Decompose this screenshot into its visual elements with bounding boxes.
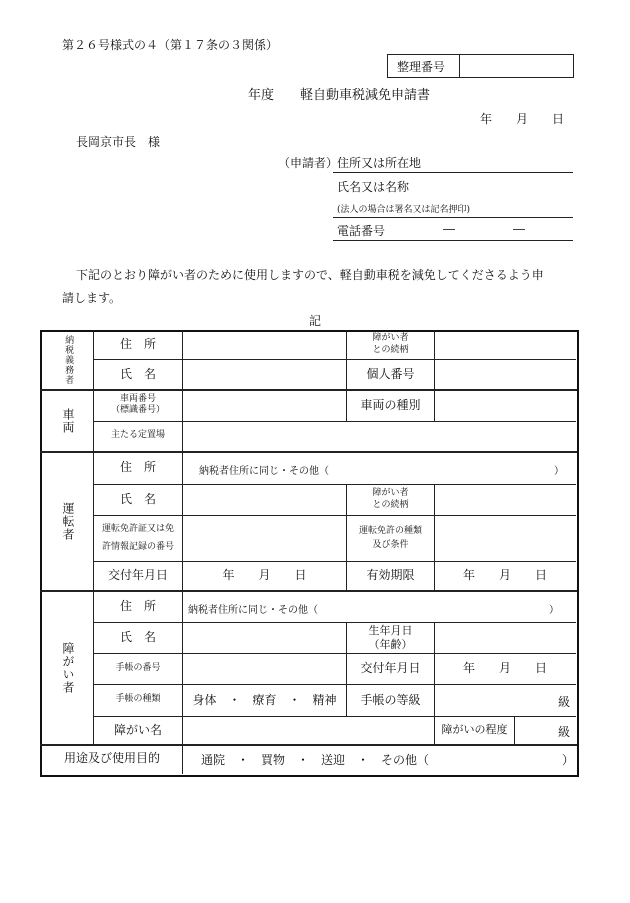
driver-license-type-label: 運転免許の種類 及び条件	[358, 525, 422, 550]
vehicle-type-field[interactable]	[436, 391, 573, 419]
taxpayer-mynumber-field[interactable]	[436, 361, 573, 387]
divider	[459, 54, 460, 77]
driver-issue-label: 交付年月日	[107, 568, 168, 582]
divider	[514, 716, 515, 744]
handbook-issue-date[interactable]: 年 月 日	[462, 661, 547, 675]
purpose-close: ）	[562, 753, 575, 767]
divider	[434, 330, 435, 389]
purpose-label: 用途及び使用目的	[63, 751, 160, 765]
driver-address-close: ）	[554, 466, 564, 477]
divider	[434, 389, 435, 421]
vehicle-number-field[interactable]	[184, 391, 344, 419]
phone-label: 電話番号	[337, 224, 386, 238]
handbook-number-label: 手帳の番号	[115, 662, 161, 673]
taxpayer-address-label: 住 所	[119, 337, 156, 351]
divider	[333, 172, 573, 173]
handbook-number-field[interactable]	[184, 655, 344, 682]
body-line-1: 下記のとおり障がい者のために使用しますので、軽自動車税を減免してくださるよう申	[76, 268, 544, 282]
handbook-grade-field[interactable]	[436, 686, 554, 714]
driver-address-value: 納税者住所に同じ・その他（	[199, 466, 329, 477]
vehicle-heading: 車両	[61, 407, 75, 434]
disabled-address-other-field[interactable]	[325, 594, 545, 620]
vehicle-number-label: 車両番号 （標識番号）	[110, 393, 165, 415]
driver-name-label: 氏 名	[119, 492, 156, 506]
handbook-type-options[interactable]: 身体 ・ 療育 ・ 精神	[192, 692, 337, 707]
disability-degree-label: 障がいの程度	[441, 723, 508, 737]
applicant-note: (法人の場合は署名又は記名押印)	[337, 205, 471, 215]
body-line-2: 請します。	[62, 291, 122, 305]
disabled-address-value: 納税者住所に同じ・その他（	[188, 605, 318, 616]
driver-license-label: 運転免許証又は免 許情報記録の番号	[101, 524, 174, 552]
divider	[333, 240, 573, 241]
vehicle-place-label: 主たる定置場	[110, 430, 165, 441]
driver-relation-field[interactable]	[436, 486, 573, 513]
application-date: 年 月 日	[480, 112, 565, 126]
taxpayer-relation-label: 障がい者 との続柄	[372, 333, 409, 355]
seiri-label: 整理番号	[397, 60, 446, 74]
taxpayer-relation-field[interactable]	[436, 332, 573, 357]
addressee: 長岡京市長 様	[76, 135, 161, 149]
disabled-address-close: ）	[549, 605, 559, 616]
taxpayer-name-label: 氏 名	[119, 366, 156, 381]
driver-address-other-field[interactable]	[330, 455, 550, 481]
disability-degree-unit: 級	[558, 725, 571, 739]
disabled-birth-field[interactable]	[436, 624, 573, 651]
driver-license-field[interactable]	[184, 517, 344, 559]
handbook-issue-label: 交付年月日	[360, 661, 421, 675]
disability-degree-field[interactable]	[516, 718, 554, 742]
driver-valid-label: 有効期限	[366, 568, 415, 582]
phone-dash: ―	[513, 222, 525, 236]
divider	[333, 217, 573, 218]
seiri-number-field[interactable]	[461, 56, 571, 75]
taxpayer-heading: 納税義務者	[63, 335, 74, 385]
driver-issue-date[interactable]: 年 月 日	[222, 568, 307, 582]
disability-name-field[interactable]	[184, 718, 432, 742]
phone-dash: ―	[443, 222, 455, 236]
vehicle-place-field[interactable]	[184, 423, 573, 449]
driver-relation-label: 障がい者 との続柄	[372, 488, 409, 510]
disabled-address-label: 住 所	[119, 598, 156, 613]
form-number: 第２６号様式の４（第１７条の３関係）	[62, 38, 279, 52]
vehicle-type-label: 車両の種別	[360, 397, 421, 412]
applicant-address-label: 住所又は所在地	[337, 156, 422, 170]
taxpayer-mynumber-label: 個人番号	[366, 366, 415, 381]
disabled-name-field[interactable]	[184, 624, 344, 651]
disabled-birth-label: 生年月日 （年齢）	[368, 624, 413, 651]
driver-name-field[interactable]	[184, 486, 344, 513]
handbook-type-label: 手帳の種類	[115, 694, 161, 705]
driver-license-type-field[interactable]	[436, 517, 573, 559]
ki-label: 記	[309, 314, 322, 328]
purpose-other-field[interactable]	[428, 747, 558, 771]
disabled-name-label: 氏 名	[119, 630, 156, 644]
form-title: 年度 軽自動車税減免申請書	[248, 88, 431, 103]
handbook-grade-label: 手帳の等級	[360, 692, 421, 707]
applicant-role: （申請者）	[278, 156, 339, 170]
taxpayer-name-field[interactable]	[184, 361, 344, 387]
applicant-name-label: 氏名又は名称	[337, 180, 410, 194]
disabled-heading: 障がい者	[61, 641, 75, 694]
driver-heading: 運転者	[61, 501, 75, 541]
disability-name-label: 障がい名	[113, 722, 162, 737]
handbook-grade-unit: 級	[558, 695, 571, 709]
driver-address-label: 住 所	[119, 460, 156, 474]
driver-valid-date[interactable]: 年 月 日	[462, 568, 547, 582]
purpose-options[interactable]: 通院 ・ 買物 ・ 送迎 ・ その他（	[201, 753, 430, 767]
taxpayer-address-field[interactable]	[184, 332, 344, 357]
